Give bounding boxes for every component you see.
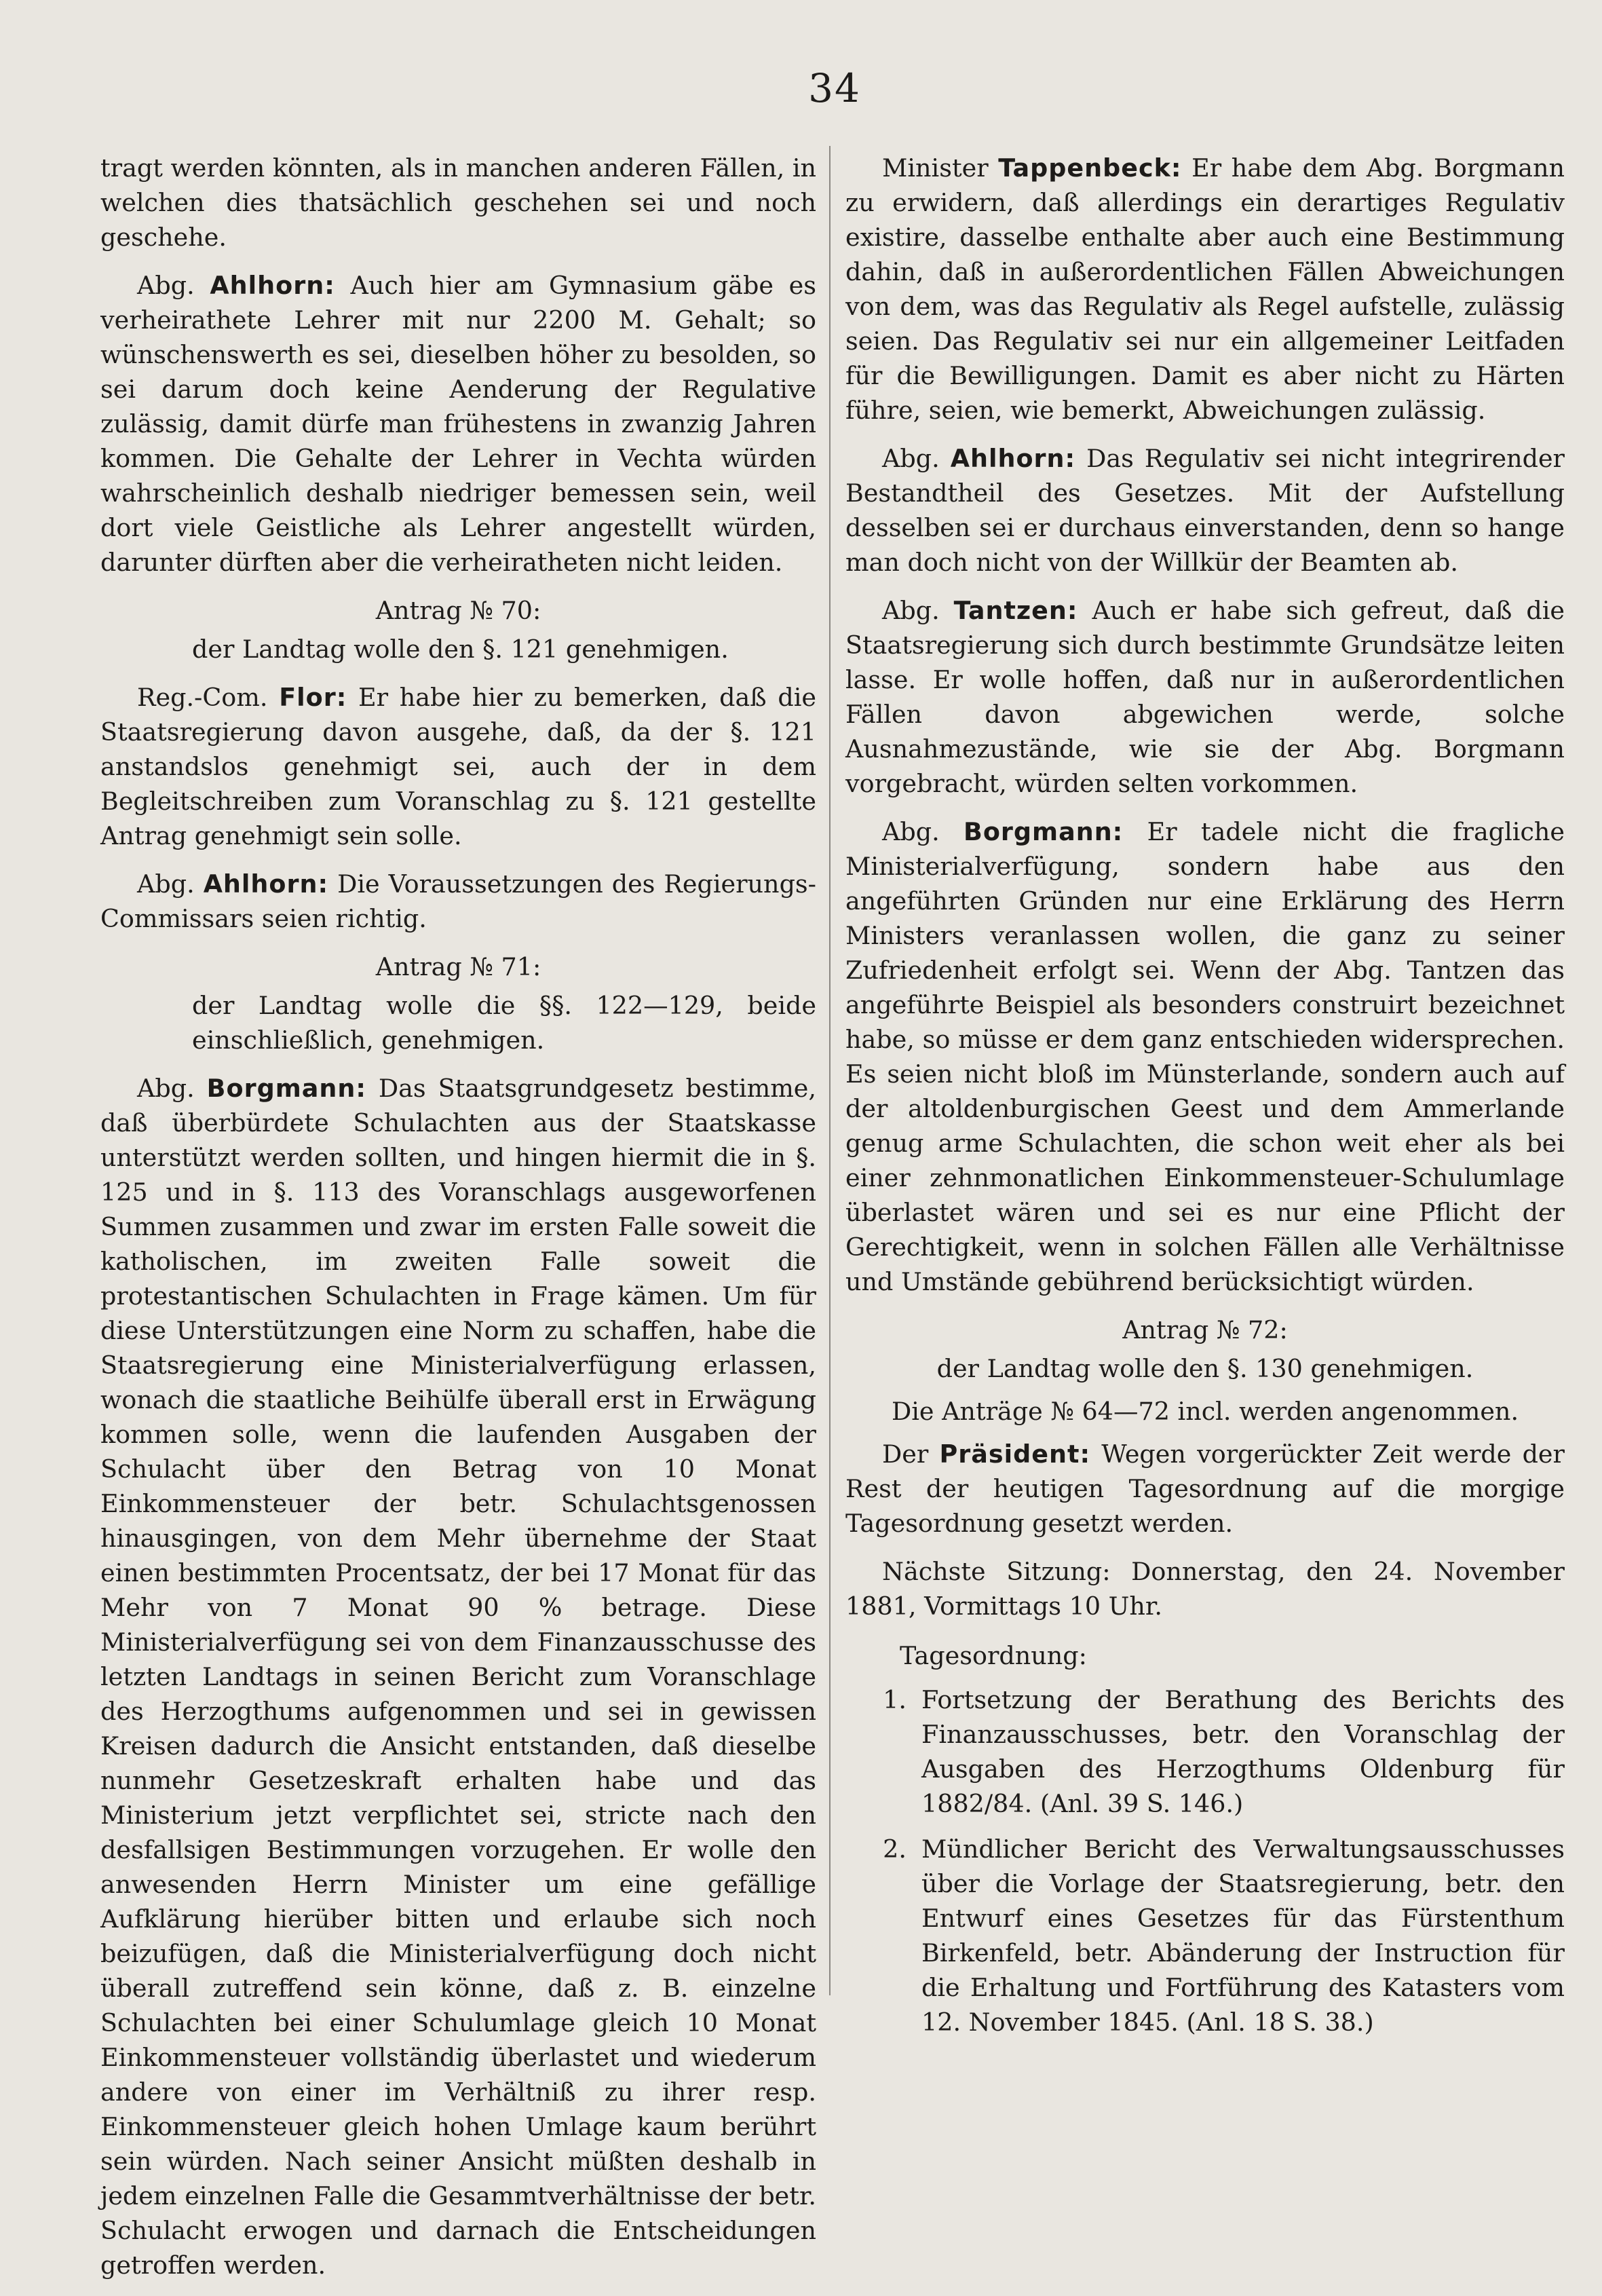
speech-paragraph bbox=[845, 593, 1565, 801]
speaker-name: Tantzen: bbox=[953, 596, 1078, 625]
speech-text: Er tadele nicht die fragliche Ministerialverfügung, sondern habe aus den angeführten Gründen nur eine Erklärung des Herrn Ministers veranlassen wollen, die ganz zu seiner Zufriedenheit erfolgt sei. Wenn der Abg. Tantzen das angeführte Beispiel als besonders construirt bezeichnet habe, so müsse er dem ganz entschieden widersprechen. Es seien nicht bloß im Münsterlande, sondern auch auf der altoldenburgischen Geest und dem Ammerlande genug arme Schulachten, die schon weit eher als bei einer zehnmonatlichen Einkommensteuer-Schulumlage überlastet wären und sei es nur eine Pflicht der Gerechtigkeit, wenn in solchen Fällen alle Verhältnisse und Umstände gebührend berücksichtigt würden. bbox=[845, 817, 1565, 1296]
motion-title: Antrag № 71: bbox=[375, 952, 541, 981]
speaker-title: Abg. bbox=[137, 869, 195, 899]
motion-text: der Landtag wolle den §. 130 genehmigen. bbox=[936, 1354, 1474, 1383]
motion-text: der Landtag wolle den §. 121 genehmigen. bbox=[192, 635, 729, 664]
agenda-item-number: 2. bbox=[883, 1834, 907, 1864]
left-column bbox=[100, 151, 816, 2296]
agenda-item-text: Mündlicher Bericht des Verwaltungsausschusses über die Vorlage der Staatsregierung, betr. den Entwurf eines Gesetzes für das Fürstenthum Birkenfeld, betr. Abänderung der Instruction für die Erhaltung und Fortführung des Katasters vom 12. November 1845. (Anl. 18 S. 38.) bbox=[921, 1834, 1565, 2037]
column-divider bbox=[829, 146, 831, 1995]
speech-paragraph bbox=[100, 867, 816, 936]
speech-text: Auch er habe sich gefreut, daß die Staatsregierung sich durch bestimmte Grundsätze leiten lasse. Er wolle hoffen, daß nur in außerordentlichen Fällen davon abgewichen werde, solche Ausnahmezustände, wie sie der Abg. Borgmann vorgebracht, würden selten vorkommen. bbox=[845, 596, 1565, 798]
speech-text: Auch hier am Gymnasium gäbe es verheirathete Lehrer mit nur 2200 M. Gehalt; so wünschenswerth es sei, dieselben höher zu besolden, so sei darum doch keine Aenderung der Regulative zulässig, damit dürfe man frühestens in zwanzig Jahren kommen. Die Gehalte der Lehrer in Vechta würden wahrscheinlich deshalb niedriger bemessen sein, weil dort viele Geistliche als Lehrer angestellt würden, darunter dürften aber die verheiratheten nicht leiden. bbox=[100, 271, 816, 577]
speech-text: Wegen vorgerückter Zeit werde der Rest der heutigen Tagesordnung auf die morgige Tagesordnung gesetzt werden. bbox=[845, 1439, 1565, 1538]
speaker-title: Abg. bbox=[882, 444, 940, 473]
speech-paragraph bbox=[845, 441, 1565, 580]
page-number: 34 bbox=[808, 65, 861, 111]
speaker-name: Ahlhorn: bbox=[210, 271, 335, 300]
speech-paragraph bbox=[845, 1437, 1565, 1541]
speech-paragraph bbox=[845, 151, 1565, 428]
paragraph: tragt werden könnten, als in manchen anderen Fällen, in welchen dies thatsächlich geschehen sei und noch geschehe. bbox=[100, 153, 816, 252]
agenda-item-number: 1. bbox=[883, 1685, 907, 1714]
right-column bbox=[845, 151, 1565, 2050]
speaker-name: Ahlhorn: bbox=[950, 444, 1076, 473]
speech-paragraph bbox=[100, 680, 816, 853]
speech-paragraph bbox=[100, 1071, 816, 2282]
speaker-title: Abg. bbox=[882, 817, 940, 846]
speech-text: Er habe dem Abg. Borgmann zu erwidern, daß allerdings ein derartiges Regulativ existire, dasselbe enthalte aber auch eine Bestimmung dahin, daß in außerordentlichen Fällen Abweichungen von dem, was das Regulativ als Regel aufstelle, zulässig seien. Das Regulativ sei nur ein allgemeiner Leitfaden für die Bewilligungen. Damit es aber nicht zu Härten führe, seien, wie bemerkt, Abweichungen zulässig. bbox=[845, 153, 1565, 425]
speaker-name: Tappenbeck: bbox=[998, 153, 1182, 183]
speaker-title: Abg. bbox=[882, 596, 940, 625]
agenda-title: Tagesordnung: bbox=[900, 1641, 1087, 1670]
speech-text: Er habe hier zu bemerken, daß die Staatsregierung davon ausgehe, daß, da der §. 121 anstandslos genehmigt sei, auch der in dem Begleitschreiben zum Voranschlag zu §. 121 gestellte Antrag genehmigt sein solle. bbox=[100, 683, 816, 850]
speech-paragraph bbox=[100, 268, 816, 580]
motion-title: Antrag № 72: bbox=[1122, 1315, 1288, 1344]
next-session: Nächste Sitzung: Donnerstag, den 24. November 1881, Vormittags 10 Uhr. bbox=[845, 1557, 1565, 1621]
agenda-item-text: Fortsetzung der Berathung des Berichts des Finanzausschusses, betr. den Voranschlag der Ausgaben des Herzogthums Oldenburg für 1882/84. (Anl. 39 S. 146.) bbox=[921, 1685, 1565, 1818]
speaker-name: Borgmann: bbox=[206, 1074, 366, 1103]
speaker-title: Abg. bbox=[137, 271, 195, 300]
speaker-name: Flor: bbox=[279, 683, 347, 712]
resolution-text: Die Anträge № 64—72 incl. werden angenommen. bbox=[891, 1397, 1519, 1426]
motion-text: der Landtag wolle die §§. 122—129, beide einschließlich, genehmigen. bbox=[192, 991, 816, 1055]
agenda-item bbox=[845, 1682, 1565, 1821]
speech-text: Die Voraussetzungen des Regierungs-Commissars seien richtig. bbox=[100, 869, 816, 933]
speaker-name: Borgmann: bbox=[964, 817, 1124, 846]
motion-title: Antrag № 70: bbox=[375, 596, 541, 625]
speaker-title: Abg. bbox=[137, 1074, 195, 1103]
speech-text: Das Regulativ sei nicht integrirender Bestandtheil des Gesetzes. Mit der Aufstellung desselben sei er durchaus einverstanden, denn so hange man doch nicht von der Willkür der Beamten ab. bbox=[845, 444, 1565, 577]
speaker-name: Präsident: bbox=[939, 1439, 1091, 1469]
speaker-title: Der bbox=[882, 1439, 929, 1469]
speaker-title: Reg.-Com. bbox=[137, 683, 268, 712]
speaker-title: Minister bbox=[882, 153, 989, 183]
speaker-name: Ahlhorn: bbox=[203, 869, 329, 899]
speech-text: Das Staatsgrundgesetz bestimme, daß überbürdete Schulachten aus der Staatskasse unterstützt werden sollten, und hingen hiermit die in §. 125 und in §. 113 des Voranschlags ausgeworfenen Summen zusammen und zwar im ersten Falle soweit die katholischen, im zweiten Falle soweit die protestantischen Schulachten in Frage kämen. Um für diese Unterstützungen eine Norm zu schaffen, habe die Staatsregierung eine Ministerialverfügung erlassen, wonach die staatliche Beihülfe überall erst in Erwägung kommen solle, wenn die laufenden Ausgaben der Schulacht über den Betrag von 10 Monat Einkommensteuer der betr. Schulachtsgenossen hinausgingen, von dem Mehr übernehme der Staat einen bestimmten Procentsatz, der bei 17 Monat für das Mehr von 7 Monat 90 % betrage. Diese Ministerialverfügung sei von dem Finanzausschusse des letzten Landtags in seinen Bericht zum Voranschlage des Herzogthums aufgenommen und sei in gewissen Kreisen dadurch die Ansicht entstanden, daß dieselbe nunmehr Gesetzeskraft erhalten habe und das Ministerium jetzt verpflichtet sei, stricte nach den desfallsigen Bestimmungen vorzugehen. Er wolle den anwesenden Herrn Minister um eine gefällige Aufklärung hierüber bitten und erlaube sich noch beizufügen, daß die Ministerialverfügung doch nicht überall zutreffend sein könne, daß z. B. einzelne Schulachten bei einer Schulumlage gleich 10 Monat Einkommensteuer vollständig überlastet und wiederum andere von einer im Verhältniß zu ihrer resp. Einkommensteuer gleich hohen Umlage kaum berührt sein würden. Nach seiner Ansicht müßten deshalb in jedem einzelnen Falle die Gesammtverhältnisse der betr. Schulacht erwogen und darnach die Entscheidungen getroffen werden. bbox=[100, 1074, 817, 2280]
speech-paragraph bbox=[845, 814, 1565, 1299]
agenda-item bbox=[845, 1832, 1565, 2039]
